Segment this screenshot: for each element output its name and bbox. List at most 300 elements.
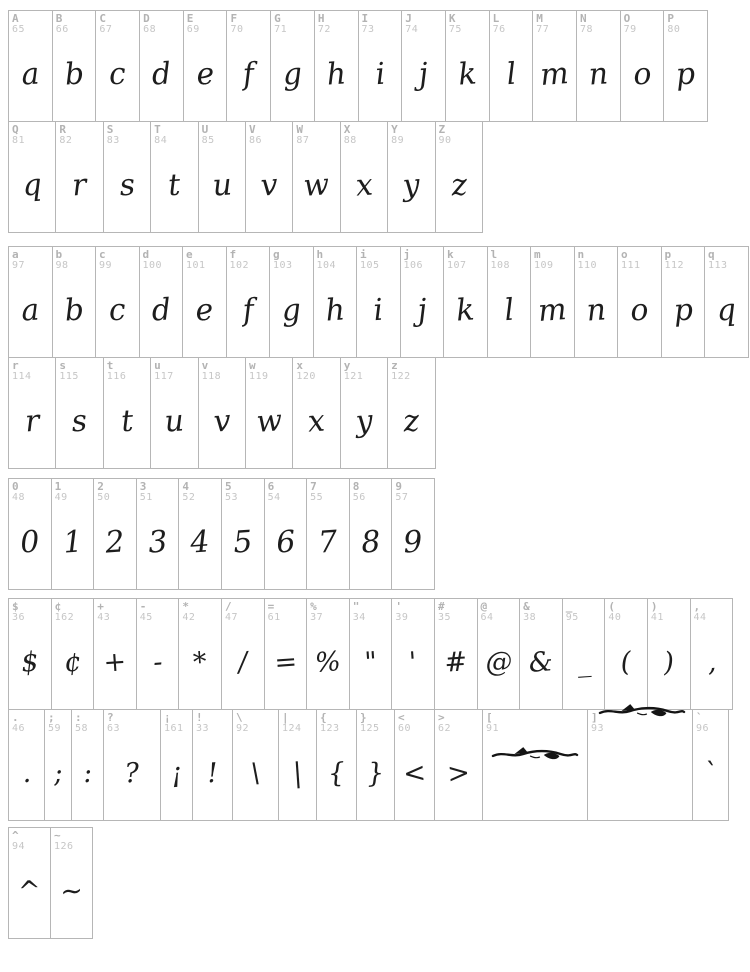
cell-label <box>48 712 61 734</box>
glyph-cell <box>349 598 393 710</box>
cell-character-label: R <box>59 123 67 136</box>
cell-character-label: 2 <box>97 480 104 493</box>
glyph-preview: m <box>536 291 568 329</box>
glyph-cell <box>8 827 51 939</box>
glyph-preview: a <box>20 55 41 93</box>
cell-label <box>344 360 364 382</box>
glyph-preview: g <box>281 55 304 93</box>
glyph-cell <box>50 827 93 939</box>
cell-label <box>55 601 75 623</box>
glyph-preview: < <box>402 756 427 790</box>
cell-code-label: 115 <box>59 370 79 382</box>
cell-code-label: 54 <box>267 491 281 503</box>
glyph-cell <box>292 121 340 233</box>
cell-character-label: Q <box>12 123 19 136</box>
glyph-cell <box>8 357 56 469</box>
glyph-cell <box>150 357 198 469</box>
cell-character-label: e <box>186 248 193 261</box>
cell-label <box>493 13 506 35</box>
cell-label <box>486 712 499 734</box>
cell-label <box>249 124 262 146</box>
cell-character-label: ( <box>608 600 615 613</box>
glyph-cell <box>245 121 293 233</box>
cell-label <box>75 712 88 734</box>
cell-character-label: ' <box>395 600 402 613</box>
cell-code-label: 90 <box>438 134 452 146</box>
cell-code-label: 40 <box>608 611 622 623</box>
glyph-cell <box>160 709 193 821</box>
glyph-preview: ) <box>662 646 676 678</box>
glyph-preview: = <box>272 645 298 679</box>
glyph-preview: j <box>415 292 428 328</box>
cell-code-label: 39 <box>395 611 409 623</box>
cell-label <box>580 13 593 35</box>
cell-character-label: D <box>143 12 150 25</box>
cell-label <box>608 601 621 623</box>
cell-character-label: ^ <box>12 829 19 842</box>
glyph-cell <box>264 478 308 590</box>
cell-character-label: q <box>708 248 715 261</box>
glyph-cell <box>103 121 151 233</box>
cell-code-label: 125 <box>360 722 380 734</box>
cell-code-label: 107 <box>447 259 467 271</box>
glyph-preview: \ <box>249 757 262 789</box>
glyph-preview: r <box>23 403 41 439</box>
glyph-cell <box>51 598 95 710</box>
glyph-preview: 1 <box>61 523 84 561</box>
cell-code-label: 56 <box>352 491 366 503</box>
glyph-cell <box>269 246 314 358</box>
cell-character-label: ) <box>650 600 658 613</box>
glyph-cell <box>183 10 228 122</box>
cell-label <box>12 481 25 503</box>
cell-character-label: : <box>75 711 82 724</box>
cell-label <box>268 481 281 503</box>
cell-code-label: 93 <box>591 722 605 734</box>
cell-character-label: b <box>55 248 63 261</box>
cell-character-label: U <box>201 123 209 136</box>
cell-label <box>12 13 25 35</box>
cell-code-label: 71 <box>274 23 288 35</box>
cell-label <box>282 712 302 734</box>
cell-code-label: 38 <box>523 611 537 623</box>
glyph-preview: } <box>365 756 386 790</box>
cell-code-label: 59 <box>48 722 62 734</box>
cell-code-label: 114 <box>12 370 32 382</box>
cell-code-label: 80 <box>667 23 681 35</box>
cell-label <box>56 13 69 35</box>
glyph-cell <box>178 478 222 590</box>
cell-character-label: I <box>361 12 369 25</box>
glyph-cell <box>477 598 521 710</box>
cell-character-label: 7 <box>310 480 317 493</box>
glyph-preview: z <box>402 402 421 440</box>
cell-label <box>621 249 641 271</box>
cell-code-label: 103 <box>273 259 293 271</box>
cell-character-label: C <box>99 12 106 25</box>
cell-code-label: 51 <box>139 491 153 503</box>
glyph-preview: q <box>715 291 738 329</box>
glyph-cell <box>136 478 180 590</box>
cell-character-label: K <box>448 12 456 25</box>
glyph-preview: 2 <box>104 523 126 561</box>
cell-character-label: p <box>664 248 672 261</box>
cell-character-label: l <box>490 248 498 261</box>
cell-code-label: 119 <box>248 370 269 382</box>
cell-code-label: 84 <box>154 134 168 146</box>
glyph-row-symbols-1 <box>8 598 733 710</box>
cell-character-label: 6 <box>267 480 275 493</box>
cell-character-label: J <box>405 12 412 25</box>
cell-label <box>447 249 467 271</box>
glyph-cell <box>8 598 52 710</box>
glyph-preview: t <box>119 403 135 439</box>
cell-label <box>523 601 536 623</box>
glyph-preview: , <box>705 646 717 678</box>
cell-code-label: 85 <box>201 134 215 146</box>
cell-character-label: [ <box>486 711 493 724</box>
glyph-cell <box>221 598 265 710</box>
cell-character-label: 4 <box>182 480 189 493</box>
cell-label <box>140 481 153 503</box>
cell-label <box>236 712 249 734</box>
cell-label <box>353 481 366 503</box>
cell-character-label: h <box>316 248 324 261</box>
glyph-preview: n <box>587 55 610 93</box>
cell-label <box>296 360 316 382</box>
cell-character-label: Z <box>438 123 446 136</box>
glyph-preview: ~ <box>59 874 84 908</box>
cell-code-label: 94 <box>12 840 26 852</box>
glyph-preview: k <box>454 291 476 329</box>
cell-code-label: 44 <box>693 611 707 623</box>
cell-label <box>708 249 728 271</box>
cell-code-label: 113 <box>708 259 728 271</box>
cell-code-label: 57 <box>395 491 409 503</box>
cell-character-label: E <box>186 12 194 25</box>
cell-character-label: a <box>12 248 19 261</box>
cell-label <box>274 13 287 35</box>
glyph-cell <box>8 121 56 233</box>
cell-code-label: 74 <box>405 23 419 35</box>
cell-code-label: 62 <box>438 722 452 734</box>
cell-code-label: 89 <box>391 134 405 146</box>
cell-character-label: | <box>282 711 289 724</box>
cell-label <box>665 249 685 271</box>
glyph-cell <box>690 598 734 710</box>
cell-code-label: 75 <box>448 23 462 35</box>
cell-label <box>624 13 637 35</box>
glyph-preview: u <box>210 166 233 204</box>
cell-code-label: 116 <box>106 370 127 382</box>
cell-label <box>187 13 200 35</box>
cell-character-label: 5 <box>224 480 232 493</box>
glyph-preview: g <box>280 291 303 329</box>
cell-character-label: g <box>273 248 280 261</box>
cell-character-label: ¡ <box>164 711 171 724</box>
cell-character-label: F <box>230 12 238 25</box>
cell-code-label: 121 <box>343 370 364 382</box>
cell-code-label: 37 <box>310 611 324 623</box>
cell-code-label: 162 <box>54 611 75 623</box>
cell-character-label: 1 <box>54 480 62 493</box>
glyph-cell <box>306 478 350 590</box>
cell-character-label: 0 <box>12 480 19 493</box>
glyph-row-uppercase-a-p <box>8 10 708 122</box>
cell-label <box>196 712 209 734</box>
cell-label <box>12 124 25 146</box>
cell-code-label: 53 <box>224 491 239 503</box>
cell-code-label: 34 <box>352 611 366 623</box>
glyph-cell <box>52 10 97 122</box>
glyph-preview: ' <box>408 646 418 678</box>
glyph-cell <box>93 598 137 710</box>
cell-character-label: ] <box>591 711 598 724</box>
cell-code-label: 64 <box>480 611 494 623</box>
cell-code-label: 91 <box>486 722 500 734</box>
glyph-preview: x <box>306 402 327 440</box>
glyph-preview: r <box>71 167 88 203</box>
cell-code-label: 88 <box>343 134 357 146</box>
glyph-preview: 8 <box>359 523 382 561</box>
cell-label <box>230 13 243 35</box>
cell-label <box>12 712 25 734</box>
glyph-cell <box>313 246 358 358</box>
cell-label <box>107 360 127 382</box>
glyph-cell <box>93 478 137 590</box>
glyph-preview: o <box>629 291 650 329</box>
glyph-cell <box>95 246 140 358</box>
cell-label <box>353 601 366 623</box>
cell-character-label: < <box>398 711 405 724</box>
glyph-cell <box>192 709 233 821</box>
glyph-cell <box>270 10 315 122</box>
cell-label <box>12 249 25 271</box>
glyph-preview: $ <box>20 645 40 679</box>
cell-label <box>12 360 32 382</box>
glyph-cell <box>489 10 534 122</box>
glyph-preview: / <box>237 646 249 678</box>
cell-label <box>56 249 69 271</box>
glyph-cell <box>264 598 308 710</box>
cell-code-label: 41 <box>650 611 664 623</box>
glyph-preview: ? <box>123 757 141 789</box>
glyph-cell <box>8 246 53 358</box>
glyph-preview: " <box>363 646 378 678</box>
cell-code-label: 48 <box>12 491 26 503</box>
glyph-preview: + <box>102 645 128 679</box>
cell-character-label: 8 <box>352 480 360 493</box>
glyph-cell <box>136 598 180 710</box>
cell-character-label: & <box>523 600 530 613</box>
glyph-preview: # <box>443 645 469 679</box>
cell-label <box>12 601 25 623</box>
cell-code-label: 72 <box>317 23 331 35</box>
glyph-preview: p <box>671 291 694 329</box>
glyph-preview: | <box>291 757 304 789</box>
glyph-preview: i <box>372 292 385 328</box>
cell-code-label: 42 <box>182 611 196 623</box>
glyph-cell <box>487 246 532 358</box>
cell-label <box>404 249 424 271</box>
cell-code-label: 77 <box>536 23 550 35</box>
cell-code-label: 45 <box>139 611 153 623</box>
cell-code-label: 63 <box>107 722 121 734</box>
glyph-cell <box>400 246 445 358</box>
glyph-cell <box>401 10 446 122</box>
cell-code-label: 118 <box>201 370 222 382</box>
glyph-preview: . <box>21 757 32 789</box>
cell-label <box>99 249 112 271</box>
cell-character-label: % <box>310 600 317 613</box>
cell-code-label: 92 <box>236 722 250 734</box>
glyph-cell <box>530 246 575 358</box>
cell-character-label: O <box>623 12 631 25</box>
cell-character-label: W <box>296 123 303 136</box>
cell-character-label: ! <box>196 711 203 724</box>
glyph-cell <box>647 598 691 710</box>
glyph-preview: e <box>195 55 216 93</box>
cell-character-label: ¢ <box>54 600 62 613</box>
cell-character-label: # <box>437 600 445 613</box>
glyph-cell <box>103 709 161 821</box>
cell-label <box>491 249 511 271</box>
cell-character-label: ? <box>107 711 114 724</box>
glyph-cell <box>95 10 140 122</box>
cell-character-label: s <box>59 359 67 372</box>
cell-code-label: 35 <box>437 611 451 623</box>
cell-label <box>360 712 380 734</box>
cell-label <box>360 249 380 271</box>
glyph-cell <box>387 357 435 469</box>
cell-character-label: A <box>12 12 19 25</box>
cell-character-label: * <box>182 600 189 613</box>
cell-label <box>99 13 112 35</box>
glyph-cell <box>704 246 749 358</box>
glyph-cell <box>391 478 435 590</box>
cell-code-label: 65 <box>12 23 26 35</box>
glyph-cell <box>604 598 648 710</box>
cell-label <box>449 13 462 35</box>
cell-character-label: i <box>360 248 367 261</box>
glyph-preview: ( <box>619 646 633 678</box>
cell-code-label: 101 <box>186 259 206 271</box>
cell-code-label: 98 <box>55 259 69 271</box>
cell-character-label: ; <box>48 711 55 724</box>
cell-code-label: 83 <box>106 134 120 146</box>
glyph-preview: d <box>150 55 173 93</box>
glyph-cell <box>8 709 45 821</box>
cell-character-label: 9 <box>395 480 402 493</box>
cell-code-label: 79 <box>623 23 637 35</box>
glyph-preview: m <box>539 55 570 93</box>
glyph-cell <box>394 709 435 821</box>
cell-label <box>439 124 452 146</box>
cell-label <box>651 601 664 623</box>
glyph-cell <box>434 598 478 710</box>
cell-code-label: 104 <box>316 259 337 271</box>
cell-character-label: $ <box>12 600 19 613</box>
glyph-preview: ; <box>52 757 64 789</box>
cell-label <box>391 124 404 146</box>
glyph-cell <box>443 246 488 358</box>
cell-label <box>578 249 598 271</box>
glyph-cell <box>150 121 198 233</box>
cell-character-label: . <box>12 711 19 724</box>
cell-label <box>320 712 340 734</box>
cell-label <box>395 481 408 503</box>
cell-character-label: t <box>106 359 114 372</box>
glyph-preview: t <box>167 167 182 203</box>
cell-character-label: v <box>201 359 209 372</box>
glyph-cell <box>139 10 184 122</box>
cell-character-label: > <box>438 711 445 724</box>
cell-label <box>273 249 293 271</box>
glyph-preview: d <box>149 291 172 329</box>
cell-code-label: 102 <box>229 259 250 271</box>
glyph-cell <box>292 357 340 469</box>
branch-squiggle-high-icon <box>598 699 686 723</box>
cell-code-label: 112 <box>664 259 685 271</box>
cell-character-label: ~ <box>54 829 61 842</box>
cell-label <box>310 481 323 503</box>
cell-label <box>107 712 120 734</box>
cell-character-label: - <box>139 600 147 613</box>
cell-label <box>97 601 110 623</box>
cell-character-label: T <box>154 123 161 136</box>
cell-label <box>12 830 25 852</box>
glyph-preview: 6 <box>274 523 297 561</box>
glyph-cell <box>391 598 435 710</box>
cell-label <box>395 601 408 623</box>
cell-code-label: 70 <box>230 23 244 35</box>
glyph-preview: ! <box>205 757 219 789</box>
cell-label <box>186 249 206 271</box>
glyph-cell <box>358 10 403 122</box>
cell-code-label: 49 <box>54 491 68 503</box>
cell-code-label: 87 <box>296 134 310 146</box>
cell-label <box>362 13 375 35</box>
cell-character-label: Y <box>391 123 398 136</box>
cell-label <box>182 481 195 503</box>
cell-character-label: x <box>296 359 303 372</box>
glyph-cell <box>71 709 104 821</box>
cell-label <box>249 360 269 382</box>
cell-label <box>140 601 153 623</box>
cell-label <box>97 481 110 503</box>
glyph-preview: b <box>63 55 85 93</box>
glyph-preview: v <box>259 166 279 204</box>
glyph-cell <box>435 121 483 233</box>
glyph-cell <box>103 357 151 469</box>
glyph-preview: i <box>373 56 386 92</box>
cell-code-label: 109 <box>534 259 554 271</box>
glyph-cell <box>182 246 227 358</box>
glyph-cell <box>221 478 265 590</box>
glyph-cell <box>532 10 577 122</box>
cell-character-label: u <box>154 359 161 372</box>
cell-code-label: 124 <box>282 722 302 734</box>
glyph-cell <box>519 598 563 710</box>
glyph-preview: u <box>163 402 186 440</box>
cell-code-label: 60 <box>398 722 412 734</box>
cell-code-label: 86 <box>248 134 262 146</box>
glyph-cell <box>617 246 662 358</box>
glyph-cell <box>314 10 359 122</box>
glyph-preview: s <box>70 403 89 439</box>
cell-code-label: 33 <box>196 722 210 734</box>
cell-label <box>536 13 549 35</box>
